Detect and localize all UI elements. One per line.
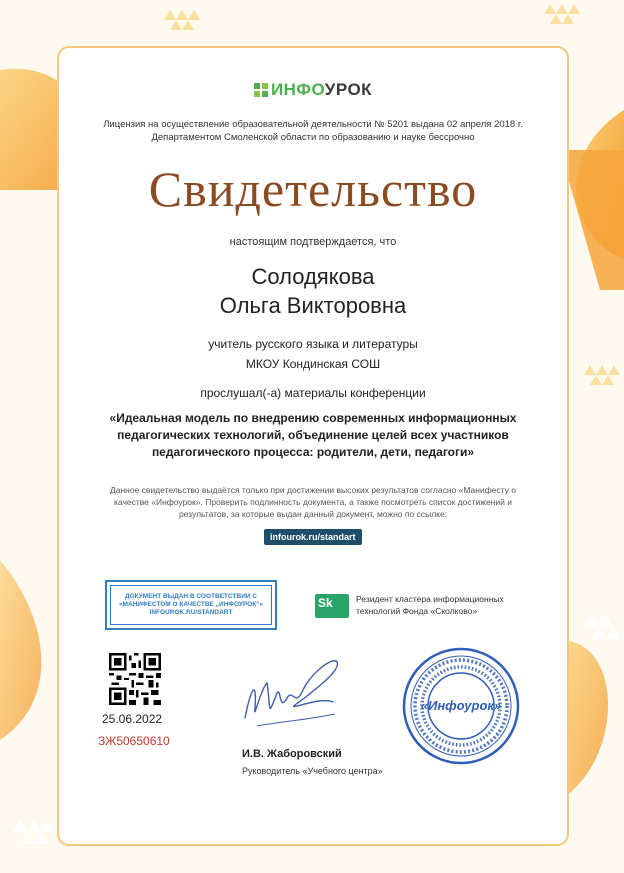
recipient-name <box>59 262 567 320</box>
skolkovo-text-line-1: Резидент кластера информационных <box>356 594 504 604</box>
infourok-logo-icon <box>254 83 268 97</box>
recipient-position <box>59 334 567 374</box>
stamp-center-text: «Инфоурок» <box>420 698 502 713</box>
skolkovo-text-line-2: технологий Фонда «Сколково» <box>356 606 478 616</box>
verification-link[interactable]: infourok.ru/standart <box>264 529 362 545</box>
official-stamp <box>401 646 521 766</box>
issue-date: 25.06.2022 <box>102 712 163 726</box>
skolkovo-text <box>356 593 504 617</box>
signature <box>237 648 347 748</box>
skolkovo-logo: Sk <box>315 594 349 618</box>
confirm-text: настоящим подтверждается, что <box>229 236 397 248</box>
certificate-title: Свидетельство <box>148 161 478 217</box>
brand-logo <box>59 80 567 100</box>
brand-name: ИНФОУРОК <box>270 80 373 99</box>
signer-role: Руководитель «Учебного центра» <box>242 766 383 776</box>
qr-code[interactable] <box>109 653 161 705</box>
signer-name: И.В. Жаборовский <box>242 748 342 760</box>
recipient-given-name: Ольга Викторовна <box>219 293 407 318</box>
manifest-badge-text: ДОКУМЕНТ ВЫДАН В СООТВЕТСТВИИ С «МАНИФЕСТОМ О КАЧЕСТВЕ „ИНФОУРОК“» INFOUROK.RU/STANDART <box>110 585 272 625</box>
listened-text: прослушал(-а) материалы конференции <box>200 386 426 400</box>
recipient-school: МКОУ Кондинская СОШ <box>245 357 381 371</box>
recipient-role: учитель русского языка и литературы <box>208 337 418 351</box>
license-text: Лицензия на осуществление образовательной деятельности № 5201 выдана 02 апреля 2018 г. Департаментом Смоленской области по образованию и науке бессрочно <box>103 119 523 143</box>
manifest-badge <box>105 580 277 630</box>
recipient-surname: Солодякова <box>251 264 375 289</box>
conference-title: «Идеальная модель по внедрению современных информационных педагогических технологий, объединение целей всех участников педагогического процесса: родители, дети, педагоги» <box>109 411 517 459</box>
document-code: ЗЖ50650610 <box>98 734 170 748</box>
verification-notice: Данное свидетельство выдаётся только при достижении высоких результатов согласно «Манифесту о качестве «Инфоурок». Проверить подлинность документа, а также посмотреть список достижений и результатов, за которые выдан данный документ, можно по ссылке: <box>109 485 516 519</box>
certificate-card <box>57 46 569 846</box>
